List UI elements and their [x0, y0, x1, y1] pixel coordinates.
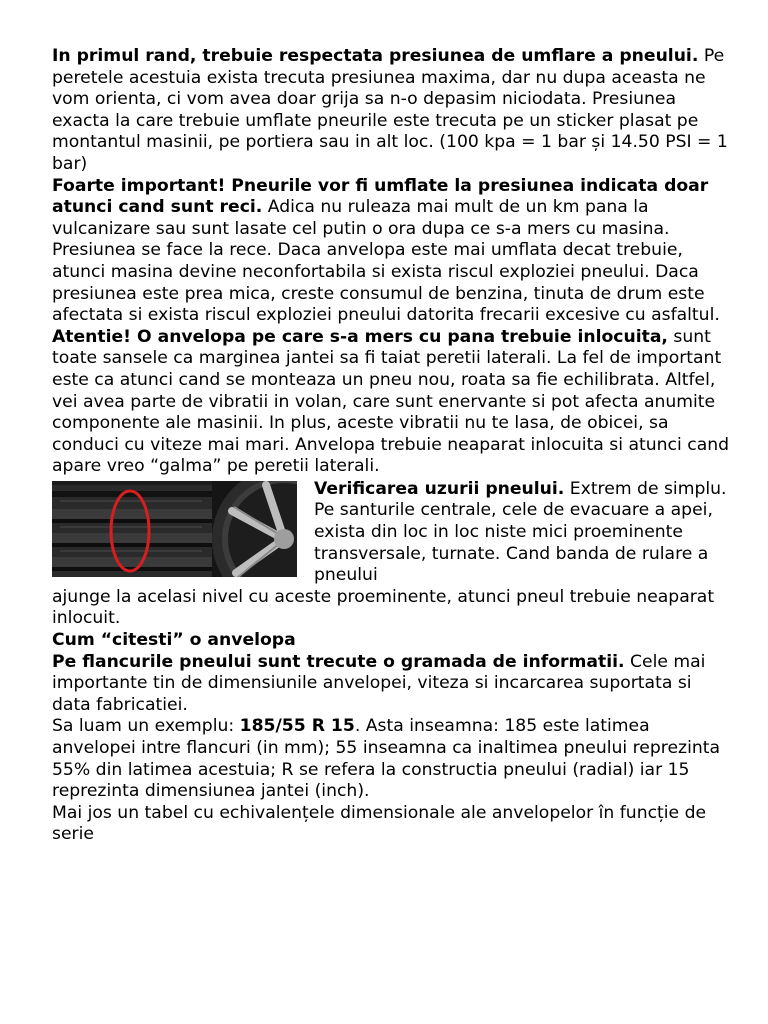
paragraph-text: . Asta inseamna: 185 este latimea anvelopei intre flancuri (in mm); 55 inseamna ca inaltimea pneului reprezinta 55% din latimea acestuia; R se refera la constructia pneului (radial) iar 15 reprezinta dimensiunea jantei (inch).: [52, 716, 721, 802]
paragraph-wear-continued: ajunge la acelasi nivel cu aceste proeminente, atunci pneul trebuie neaparat inlocuit.: [52, 586, 715, 629]
tire-size-code: 185/55 R 15: [239, 716, 355, 737]
paragraph-example: [52, 716, 732, 802]
paragraph-sidewall-info: [52, 652, 732, 717]
bold-lead: Pe flancurile pneului sunt trecute o gramada de informatii.: [52, 651, 625, 672]
bold-lead: Foarte important! Pneurile vor fi umflate la presiunea indicata doar atunci cand sunt reci.: [52, 175, 709, 218]
paragraph-text: sunt toate sansele ca marginea jantei sa fi taiat peretii laterali. La fel de important este ca atunci cand se monteaza un pneu nou, roata sa fie echilibrata. Altfel, vei avea parte de vibratii in volan, care sunt enervante si pot afecta anumite componente ale masinii. In plus, aceste vibratii nu te lasa, de obicei, sa conduci cu viteze mai mari. Anvelopa trebuie neaparat inlocuita si atunci cand apare vreo “galma” pe peretii laterali.: [52, 326, 730, 477]
document-page: [52, 46, 732, 846]
paragraph-tire-pressure: [52, 46, 732, 176]
heading-text: Cum “citesti” o anvelopa: [52, 630, 296, 651]
paragraph-lead: Sa luam un exemplu:: [52, 716, 240, 737]
tire-tread-wear-indicator-photo: [52, 481, 297, 577]
bold-lead: Atentie! O anvelopa pe care s-a mers cu pana trebuie inlocuita,: [52, 326, 668, 347]
paragraph-flat-tire-warning: [52, 327, 732, 478]
bold-lead: Verificarea uzurii pneului.: [314, 478, 565, 499]
paragraph-text: Adica nu ruleaza mai mult de un km pana la vulcanizare sau sunt lasate cel putin o ora dupa ce s-a mers cu masina. Presiunea se face la rece. Daca anvelopa este mai umflata decat trebuie, atunci masina devine neconfortabila si exista riscul exploziei pneului. Daca presiunea este prea mica, creste consumul de benzina, tinuta de drum este afectata si exista riscul exploziei pneului datorita frecarii excesive cu asfaltul.: [52, 197, 720, 326]
section-heading: [52, 630, 732, 652]
paragraph-text: Cele mai importante tin de dimensiunile anvelopei, viteza si incarcarea suportata si data fabricatiei.: [52, 651, 706, 715]
tire-tread-icon: [52, 481, 297, 577]
figure-row: [52, 479, 732, 587]
figure-side-text: [314, 479, 734, 587]
paragraph-table-intro: Mai jos un tabel cu echivalențele dimensionale ale anvelopelor în funcție de serie: [52, 802, 707, 845]
paragraph-text: Extrem de simplu. Pe santurile centrale, cele de evacuare a apei, exista din loc in loc niste mici proeminente transversale, turnate. Cand banda de rulare a pneului: [314, 478, 727, 586]
paragraph-cold-tires: [52, 176, 732, 327]
paragraph-text: Pe peretele acestuia exista trecuta presiunea maxima, dar nu dupa aceasta ne vom orienta, ci vom avea doar grija sa n-o depasim niciodata. Presiunea exacta la care trebuie umflate pneurile este trecuta pe un sticker plasat pe montantul masinii, pe portiera sau in alt loc. (100 kpa = 1 bar și 14.50 PSI = 1 bar): [52, 46, 728, 174]
bold-lead: In primul rand, trebuie respectata presiunea de umflare a pneului.: [52, 46, 699, 66]
